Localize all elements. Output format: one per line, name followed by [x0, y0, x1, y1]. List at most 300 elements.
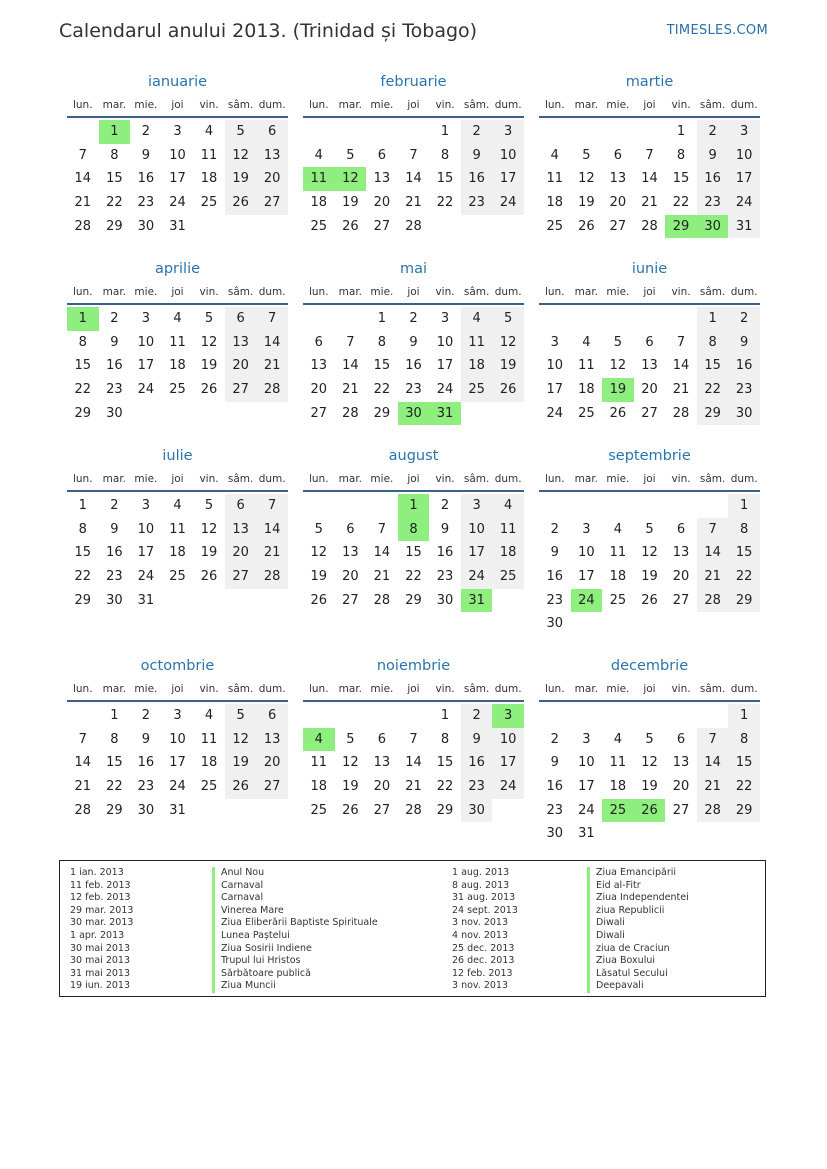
- day-cell[interactable]: 2: [728, 307, 760, 331]
- day-cell[interactable]: 3: [550, 334, 559, 350]
- day-cell[interactable]: 11: [546, 171, 564, 187]
- day-cell[interactable]: 17: [492, 751, 524, 775]
- day-cell[interactable]: 22: [436, 195, 454, 211]
- day-cell[interactable]: 29: [436, 802, 454, 818]
- day-cell[interactable]: 1: [728, 494, 760, 518]
- day-cell[interactable]: 15: [436, 171, 454, 187]
- day-cell[interactable]: 17: [728, 167, 760, 191]
- day-cell[interactable]: 13: [310, 358, 328, 374]
- day-cell[interactable]: 20: [373, 779, 391, 795]
- day-cell[interactable]: 9: [461, 728, 493, 752]
- day-cell[interactable]: 6: [645, 334, 654, 350]
- day-cell[interactable]: 15: [728, 751, 760, 775]
- day-cell[interactable]: 18: [492, 541, 524, 565]
- day-cell[interactable]: 15: [697, 354, 729, 378]
- day-cell[interactable]: 18: [310, 195, 328, 211]
- day-cell[interactable]: 26: [225, 191, 257, 215]
- day-cell[interactable]: 28: [342, 405, 359, 421]
- day-cell[interactable]: 16: [405, 358, 422, 374]
- day-cell[interactable]: 21: [74, 195, 92, 211]
- day-cell[interactable]: 5: [314, 521, 323, 537]
- day-cell[interactable]: 21: [672, 382, 690, 398]
- day-cell[interactable]: 22: [697, 378, 729, 402]
- day-cell[interactable]: 11: [200, 147, 218, 163]
- day-cell[interactable]: 27: [641, 405, 658, 421]
- day-cell[interactable]: 11: [461, 331, 493, 355]
- day-cell[interactable]: 10: [436, 334, 454, 350]
- day-cell[interactable]: 2: [550, 521, 559, 537]
- day-cell[interactable]: 12: [609, 358, 627, 374]
- day-cell[interactable]: 19: [641, 779, 658, 795]
- day-cell[interactable]: 30: [106, 592, 123, 608]
- day-cell[interactable]: 10: [728, 144, 760, 168]
- day-cell[interactable]: 6: [676, 521, 686, 537]
- day-cell[interactable]: 9: [110, 334, 119, 350]
- day-cell[interactable]: 6: [314, 334, 323, 350]
- day-cell[interactable]: 9: [550, 545, 559, 561]
- day-cell[interactable]: 14: [342, 358, 359, 374]
- day-cell[interactable]: 20: [609, 195, 627, 211]
- day-cell[interactable]: 19: [641, 569, 658, 585]
- day-cell[interactable]: 16: [697, 167, 729, 191]
- day-cell[interactable]: 12: [310, 545, 328, 561]
- day-cell[interactable]: 11: [609, 545, 627, 561]
- day-cell-holiday[interactable]: 25: [602, 799, 634, 823]
- day-cell[interactable]: 26: [342, 802, 359, 818]
- day-cell[interactable]: 8: [110, 731, 119, 747]
- day-cell[interactable]: 26: [225, 775, 257, 799]
- day-cell[interactable]: 7: [256, 307, 288, 331]
- day-cell[interactable]: 28: [697, 799, 729, 823]
- day-cell[interactable]: 29: [106, 802, 123, 818]
- day-cell[interactable]: 10: [578, 755, 595, 771]
- day-cell[interactable]: 3: [582, 521, 591, 537]
- day-cell[interactable]: 27: [256, 775, 288, 799]
- day-cell[interactable]: 6: [346, 521, 355, 537]
- day-cell[interactable]: 23: [137, 779, 155, 795]
- day-cell[interactable]: 22: [728, 775, 760, 799]
- day-cell[interactable]: 15: [672, 171, 690, 187]
- day-cell-holiday[interactable]: 1: [67, 307, 99, 331]
- day-cell[interactable]: 10: [546, 358, 564, 374]
- day-cell[interactable]: 21: [697, 565, 729, 589]
- day-cell[interactable]: 23: [546, 592, 564, 608]
- day-cell[interactable]: 18: [200, 171, 218, 187]
- day-cell[interactable]: 2: [141, 124, 151, 139]
- day-cell[interactable]: 17: [578, 779, 595, 795]
- day-cell[interactable]: 29: [74, 405, 92, 421]
- day-cell[interactable]: 16: [546, 569, 564, 585]
- day-cell[interactable]: 1: [377, 311, 387, 326]
- day-cell[interactable]: 9: [550, 755, 559, 771]
- day-cell[interactable]: 11: [578, 358, 595, 374]
- day-cell[interactable]: 5: [204, 498, 214, 513]
- day-cell[interactable]: 7: [697, 518, 729, 542]
- day-cell[interactable]: 23: [106, 569, 123, 585]
- day-cell-holiday[interactable]: 31: [429, 402, 461, 426]
- day-cell[interactable]: 13: [672, 755, 690, 771]
- day-cell[interactable]: 7: [78, 731, 87, 747]
- day-cell[interactable]: 27: [672, 802, 690, 818]
- day-cell[interactable]: 28: [641, 218, 658, 234]
- day-cell[interactable]: 26: [200, 569, 218, 585]
- day-cell[interactable]: 4: [613, 521, 623, 537]
- day-cell[interactable]: 30: [546, 826, 564, 842]
- day-cell[interactable]: 7: [377, 521, 387, 537]
- day-cell[interactable]: 11: [169, 334, 186, 350]
- day-cell[interactable]: 29: [405, 592, 422, 608]
- day-cell[interactable]: 26: [609, 405, 627, 421]
- day-cell[interactable]: 24: [728, 191, 760, 215]
- day-cell[interactable]: 23: [461, 191, 493, 215]
- day-cell[interactable]: 12: [200, 521, 218, 537]
- day-cell[interactable]: 12: [225, 728, 257, 752]
- day-cell[interactable]: 3: [141, 311, 151, 326]
- day-cell[interactable]: 3: [492, 120, 524, 144]
- day-cell[interactable]: 30: [436, 592, 454, 608]
- day-cell[interactable]: 22: [728, 565, 760, 589]
- day-cell[interactable]: 29: [106, 218, 123, 234]
- day-cell[interactable]: 10: [578, 545, 595, 561]
- day-cell[interactable]: 18: [609, 569, 627, 585]
- day-cell[interactable]: 1: [440, 708, 450, 723]
- day-cell[interactable]: 14: [641, 171, 658, 187]
- day-cell[interactable]: 3: [440, 311, 450, 326]
- day-cell[interactable]: 14: [74, 171, 92, 187]
- day-cell[interactable]: 8: [728, 728, 760, 752]
- day-cell[interactable]: 15: [436, 755, 454, 771]
- day-cell[interactable]: 16: [137, 755, 155, 771]
- day-cell[interactable]: 10: [137, 521, 155, 537]
- day-cell[interactable]: 21: [74, 779, 92, 795]
- day-cell[interactable]: 9: [110, 521, 119, 537]
- day-cell[interactable]: 2: [141, 708, 151, 723]
- day-cell[interactable]: 8: [697, 331, 729, 355]
- day-cell[interactable]: 7: [645, 147, 654, 163]
- day-cell[interactable]: 12: [200, 334, 218, 350]
- day-cell[interactable]: 16: [137, 171, 155, 187]
- day-cell[interactable]: 4: [613, 731, 623, 747]
- day-cell[interactable]: 14: [697, 751, 729, 775]
- day-cell[interactable]: 20: [641, 382, 658, 398]
- day-cell[interactable]: 14: [405, 171, 422, 187]
- day-cell[interactable]: 8: [78, 334, 87, 350]
- day-cell[interactable]: 24: [461, 565, 493, 589]
- day-cell[interactable]: 31: [169, 802, 186, 818]
- day-cell[interactable]: 25: [169, 569, 186, 585]
- day-cell[interactable]: 18: [461, 354, 493, 378]
- day-cell[interactable]: 13: [342, 545, 359, 561]
- day-cell[interactable]: 6: [377, 147, 387, 163]
- day-cell[interactable]: 21: [373, 569, 391, 585]
- day-cell[interactable]: 25: [200, 195, 218, 211]
- day-cell[interactable]: 2: [110, 311, 119, 326]
- day-cell[interactable]: 18: [169, 545, 186, 561]
- day-cell[interactable]: 19: [310, 569, 328, 585]
- day-cell[interactable]: 21: [641, 195, 658, 211]
- day-cell[interactable]: 4: [204, 708, 214, 723]
- day-cell[interactable]: 21: [405, 195, 422, 211]
- day-cell[interactable]: 20: [373, 195, 391, 211]
- day-cell[interactable]: 22: [436, 779, 454, 795]
- day-cell[interactable]: 4: [204, 124, 214, 139]
- day-cell-holiday[interactable]: 19: [602, 378, 634, 402]
- day-cell[interactable]: 8: [78, 521, 87, 537]
- day-cell[interactable]: 3: [582, 731, 591, 747]
- day-cell[interactable]: 13: [609, 171, 627, 187]
- day-cell[interactable]: 29: [728, 799, 760, 823]
- day-cell[interactable]: 10: [137, 334, 155, 350]
- day-cell[interactable]: 30: [106, 405, 123, 421]
- day-cell[interactable]: 11: [492, 518, 524, 542]
- day-cell[interactable]: 12: [641, 755, 658, 771]
- day-cell[interactable]: 13: [225, 518, 257, 542]
- day-cell[interactable]: 8: [110, 147, 119, 163]
- day-cell[interactable]: 4: [492, 494, 524, 518]
- day-cell[interactable]: 5: [204, 311, 214, 326]
- day-cell[interactable]: 24: [492, 775, 524, 799]
- day-cell[interactable]: 1: [676, 124, 686, 139]
- day-cell[interactable]: 27: [310, 405, 328, 421]
- day-cell[interactable]: 24: [169, 195, 186, 211]
- day-cell-holiday[interactable]: 24: [571, 589, 603, 613]
- day-cell[interactable]: 9: [697, 144, 729, 168]
- day-cell[interactable]: 14: [672, 358, 690, 374]
- day-cell[interactable]: 16: [461, 751, 493, 775]
- day-cell[interactable]: 27: [373, 802, 391, 818]
- day-cell[interactable]: 2: [550, 731, 559, 747]
- day-cell[interactable]: 5: [225, 704, 257, 728]
- day-cell[interactable]: 6: [225, 307, 257, 331]
- day-cell[interactable]: 13: [256, 144, 288, 168]
- day-cell[interactable]: 6: [256, 704, 288, 728]
- day-cell[interactable]: 27: [225, 565, 257, 589]
- day-cell-holiday[interactable]: 1: [99, 120, 131, 144]
- day-cell[interactable]: 5: [225, 120, 257, 144]
- day-cell[interactable]: 20: [672, 779, 690, 795]
- day-cell[interactable]: 22: [405, 569, 422, 585]
- day-cell[interactable]: 11: [310, 755, 328, 771]
- day-cell[interactable]: 5: [613, 334, 623, 350]
- day-cell[interactable]: 28: [74, 802, 92, 818]
- day-cell[interactable]: 7: [409, 731, 418, 747]
- day-cell[interactable]: 24: [436, 382, 454, 398]
- day-cell[interactable]: 1: [78, 498, 87, 513]
- day-cell[interactable]: 29: [697, 402, 729, 426]
- day-cell[interactable]: 20: [225, 541, 257, 565]
- day-cell[interactable]: 4: [582, 334, 591, 350]
- day-cell[interactable]: 15: [373, 358, 391, 374]
- day-cell[interactable]: 6: [377, 731, 387, 747]
- day-cell[interactable]: 23: [436, 569, 454, 585]
- day-cell[interactable]: 19: [200, 358, 218, 374]
- day-cell[interactable]: 28: [373, 592, 391, 608]
- day-cell[interactable]: 17: [137, 545, 155, 561]
- day-cell[interactable]: 17: [169, 755, 186, 771]
- day-cell[interactable]: 23: [405, 382, 422, 398]
- day-cell[interactable]: 25: [546, 218, 564, 234]
- day-cell[interactable]: 4: [173, 498, 182, 513]
- day-cell[interactable]: 22: [106, 195, 123, 211]
- day-cell[interactable]: 22: [106, 779, 123, 795]
- day-cell[interactable]: 14: [697, 541, 729, 565]
- day-cell[interactable]: 28: [405, 218, 422, 234]
- day-cell[interactable]: 4: [314, 147, 323, 163]
- day-cell[interactable]: 13: [641, 358, 658, 374]
- day-cell[interactable]: 26: [310, 592, 328, 608]
- day-cell-holiday[interactable]: 3: [492, 704, 524, 728]
- day-cell[interactable]: 22: [74, 382, 92, 398]
- day-cell[interactable]: 6: [225, 494, 257, 518]
- day-cell[interactable]: 8: [440, 147, 450, 163]
- day-cell-holiday[interactable]: 29: [665, 215, 697, 239]
- day-cell[interactable]: 2: [697, 120, 729, 144]
- day-cell[interactable]: 27: [373, 218, 391, 234]
- day-cell[interactable]: 29: [373, 405, 391, 421]
- day-cell[interactable]: 28: [405, 802, 422, 818]
- day-cell[interactable]: 19: [342, 779, 359, 795]
- day-cell[interactable]: 18: [310, 779, 328, 795]
- day-cell[interactable]: 19: [225, 167, 257, 191]
- day-cell[interactable]: 28: [256, 378, 288, 402]
- day-cell[interactable]: 18: [609, 779, 627, 795]
- day-cell[interactable]: 5: [346, 731, 355, 747]
- day-cell[interactable]: 16: [728, 354, 760, 378]
- day-cell[interactable]: 20: [256, 751, 288, 775]
- day-cell[interactable]: 12: [578, 171, 595, 187]
- day-cell[interactable]: 8: [728, 518, 760, 542]
- day-cell[interactable]: 29: [728, 589, 760, 613]
- day-cell-holiday[interactable]: 26: [634, 799, 666, 823]
- day-cell[interactable]: 17: [492, 167, 524, 191]
- day-cell[interactable]: 2: [110, 498, 119, 513]
- day-cell[interactable]: 31: [137, 592, 155, 608]
- day-cell[interactable]: 16: [546, 779, 564, 795]
- day-cell[interactable]: 12: [225, 144, 257, 168]
- day-cell[interactable]: 28: [256, 565, 288, 589]
- day-cell[interactable]: 9: [728, 331, 760, 355]
- day-cell[interactable]: 27: [256, 191, 288, 215]
- day-cell[interactable]: 11: [169, 521, 186, 537]
- day-cell[interactable]: 16: [106, 545, 123, 561]
- day-cell[interactable]: 6: [676, 731, 686, 747]
- day-cell[interactable]: 25: [492, 565, 524, 589]
- day-cell[interactable]: 4: [461, 307, 493, 331]
- day-cell[interactable]: 23: [546, 802, 564, 818]
- day-cell[interactable]: 15: [728, 541, 760, 565]
- day-cell-holiday[interactable]: 1: [398, 494, 430, 518]
- day-cell[interactable]: 3: [141, 498, 151, 513]
- day-cell[interactable]: 14: [256, 331, 288, 355]
- day-cell[interactable]: 21: [405, 779, 422, 795]
- day-cell[interactable]: 17: [436, 358, 454, 374]
- day-cell[interactable]: 2: [409, 311, 418, 326]
- day-cell[interactable]: 27: [342, 592, 359, 608]
- day-cell[interactable]: 21: [256, 354, 288, 378]
- day-cell[interactable]: 12: [641, 545, 658, 561]
- day-cell[interactable]: 24: [492, 191, 524, 215]
- day-cell[interactable]: 17: [169, 171, 186, 187]
- day-cell[interactable]: 1: [697, 307, 729, 331]
- day-cell[interactable]: 24: [169, 779, 186, 795]
- day-cell[interactable]: 8: [676, 147, 686, 163]
- day-cell[interactable]: 30: [546, 616, 564, 632]
- day-cell[interactable]: 4: [550, 147, 559, 163]
- day-cell[interactable]: 25: [609, 592, 627, 608]
- day-cell[interactable]: 30: [137, 802, 155, 818]
- day-cell[interactable]: 16: [461, 167, 493, 191]
- day-cell[interactable]: 30: [728, 402, 760, 426]
- day-cell[interactable]: 25: [200, 779, 218, 795]
- day-cell[interactable]: 3: [728, 120, 760, 144]
- day-cell[interactable]: 4: [173, 311, 182, 326]
- day-cell[interactable]: 7: [697, 728, 729, 752]
- day-cell[interactable]: 18: [200, 755, 218, 771]
- day-cell[interactable]: 25: [578, 405, 595, 421]
- day-cell[interactable]: 28: [672, 405, 690, 421]
- day-cell[interactable]: 5: [492, 307, 524, 331]
- day-cell[interactable]: 9: [409, 334, 418, 350]
- day-cell-holiday[interactable]: 30: [398, 402, 430, 426]
- day-cell[interactable]: 15: [74, 358, 92, 374]
- day-cell-holiday[interactable]: 12: [335, 167, 367, 191]
- day-cell[interactable]: 18: [169, 358, 186, 374]
- day-cell[interactable]: 31: [728, 215, 760, 239]
- day-cell[interactable]: 11: [609, 755, 627, 771]
- day-cell[interactable]: 9: [141, 731, 151, 747]
- day-cell[interactable]: 27: [609, 218, 627, 234]
- day-cell[interactable]: 16: [106, 358, 123, 374]
- day-cell[interactable]: 21: [342, 382, 359, 398]
- day-cell[interactable]: 17: [546, 382, 564, 398]
- day-cell-holiday[interactable]: 8: [398, 518, 430, 542]
- day-cell[interactable]: 1: [110, 708, 119, 723]
- day-cell[interactable]: 15: [106, 171, 123, 187]
- day-cell[interactable]: 7: [409, 147, 418, 163]
- day-cell[interactable]: 1: [440, 124, 450, 139]
- day-cell[interactable]: 26: [342, 218, 359, 234]
- day-cell[interactable]: 5: [346, 147, 355, 163]
- day-cell[interactable]: 22: [672, 195, 690, 211]
- day-cell[interactable]: 30: [137, 218, 155, 234]
- day-cell[interactable]: 5: [645, 731, 654, 747]
- day-cell[interactable]: 23: [461, 775, 493, 799]
- day-cell[interactable]: 10: [492, 144, 524, 168]
- day-cell[interactable]: 15: [405, 545, 422, 561]
- day-cell[interactable]: 19: [200, 545, 218, 561]
- day-cell[interactable]: 31: [169, 218, 186, 234]
- day-cell[interactable]: 14: [256, 518, 288, 542]
- day-cell[interactable]: 17: [461, 541, 493, 565]
- day-cell[interactable]: 14: [373, 545, 391, 561]
- day-cell[interactable]: 10: [169, 147, 186, 163]
- day-cell[interactable]: 3: [461, 494, 493, 518]
- day-cell[interactable]: 7: [78, 147, 87, 163]
- day-cell[interactable]: 23: [137, 195, 155, 211]
- day-cell[interactable]: 28: [697, 589, 729, 613]
- day-cell[interactable]: 13: [256, 728, 288, 752]
- day-cell-holiday[interactable]: 11: [303, 167, 335, 191]
- day-cell[interactable]: 8: [377, 334, 387, 350]
- day-cell[interactable]: 7: [256, 494, 288, 518]
- day-cell[interactable]: 24: [137, 569, 155, 585]
- day-cell[interactable]: 18: [546, 195, 564, 211]
- day-cell[interactable]: 20: [310, 382, 328, 398]
- day-cell[interactable]: 15: [74, 545, 92, 561]
- day-cell[interactable]: 9: [440, 521, 450, 537]
- day-cell[interactable]: 24: [546, 405, 564, 421]
- day-cell[interactable]: 12: [492, 331, 524, 355]
